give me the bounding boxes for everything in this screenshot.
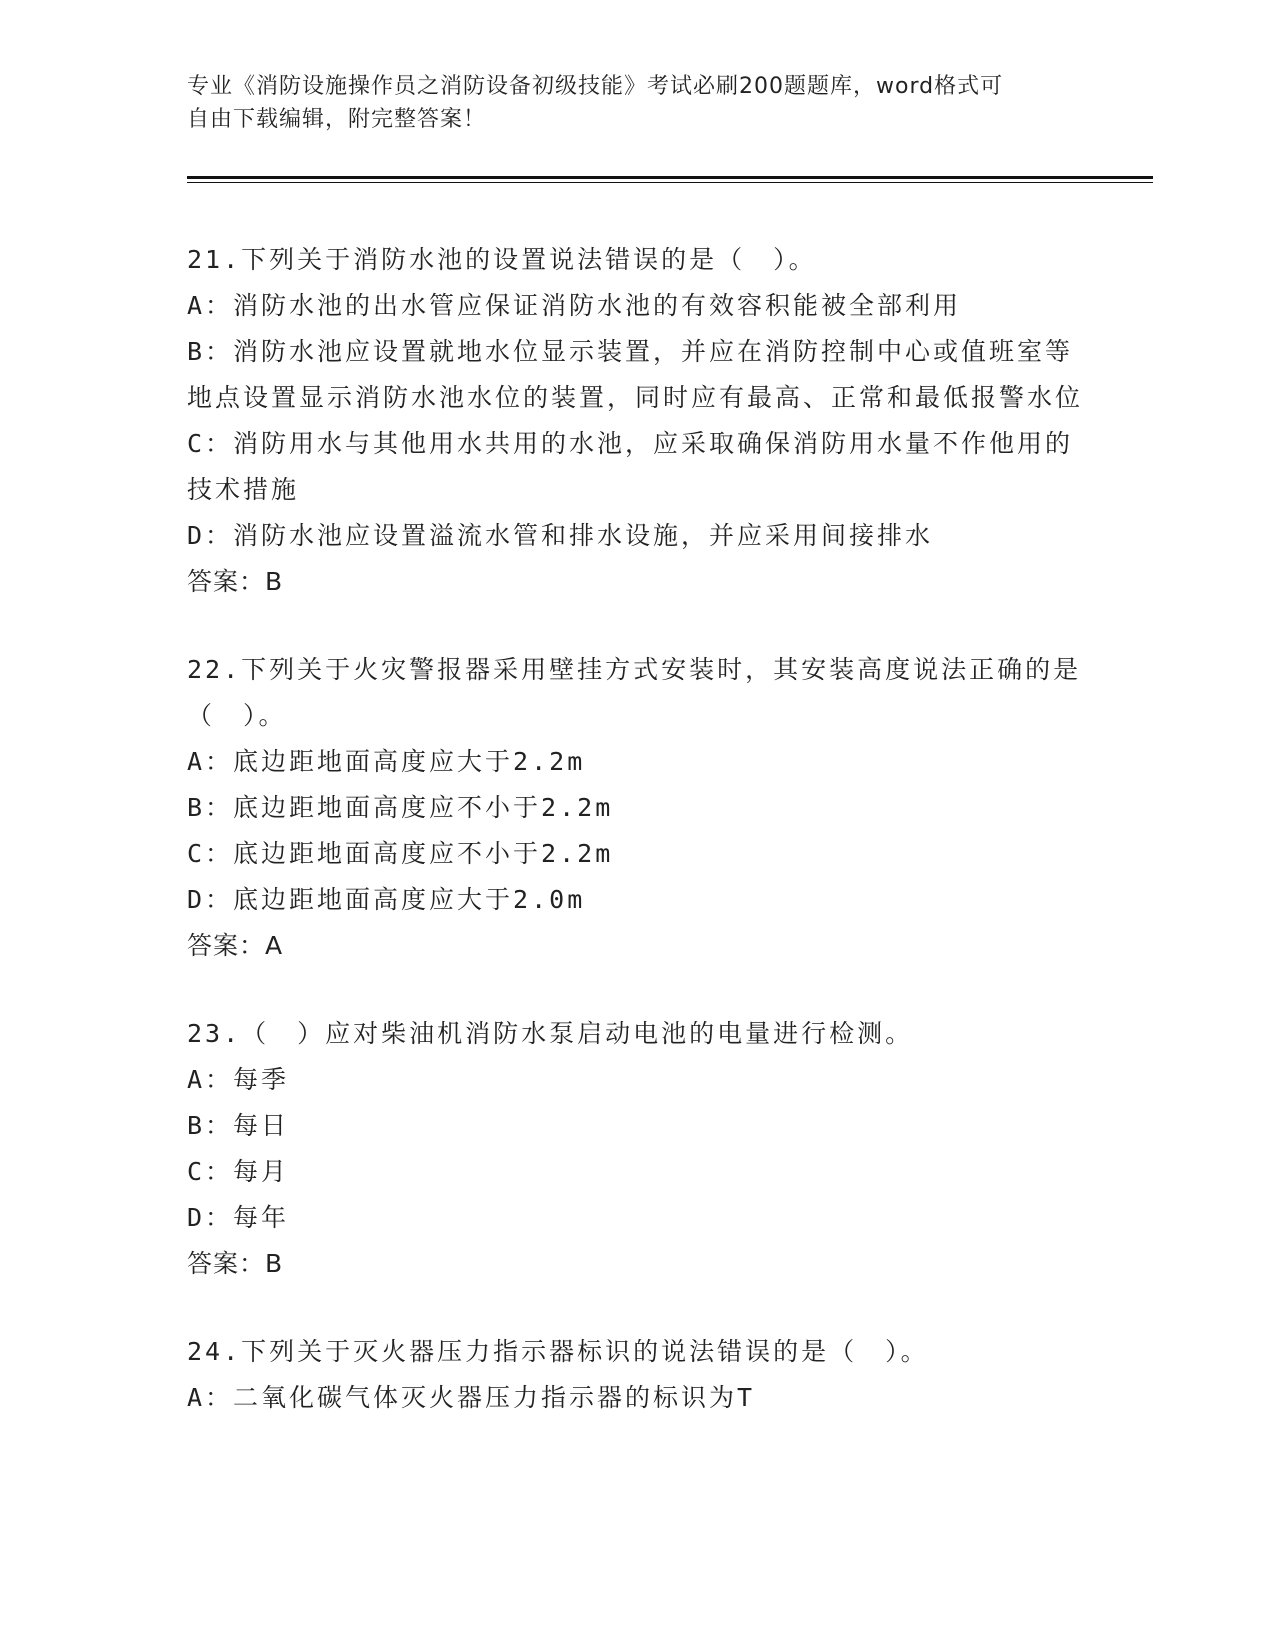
question-22 [187, 647, 1087, 969]
question-stem: 24.下列关于灭火器压力指示器标识的说法错误的是（ ）。 [187, 1337, 929, 1366]
option-d: D：每年 [187, 1203, 290, 1232]
option-c: C：消防用水与其他用水共用的水池，应采取确保消防用水量不作他用的技术措施 [187, 429, 1074, 504]
option-b: B：每日 [187, 1111, 290, 1140]
question-stem: 22.下列关于火灾警报器采用壁挂方式安装时，其安装高度说法正确的是（ ）。 [187, 655, 1082, 730]
question-21 [187, 237, 1087, 605]
answer: 答案：B [187, 567, 284, 596]
question-23 [187, 1011, 1087, 1287]
option-c: C：底边距地面高度应不小于2.2m [187, 839, 614, 868]
option-d: D：消防水池应设置溢流水管和排水设施，并应采用间接排水 [187, 521, 934, 550]
option-a: A：二氧化碳气体灭火器压力指示器的标识为T [187, 1383, 756, 1412]
question-stem: 21.下列关于消防水池的设置说法错误的是（ ）。 [187, 245, 817, 274]
option-a: A：每季 [187, 1065, 290, 1094]
question-24 [187, 1329, 1087, 1421]
option-c: C：每月 [187, 1157, 290, 1186]
option-d: D：底边距地面高度应大于2.0m [187, 885, 586, 914]
question-list [187, 237, 1087, 1463]
answer: 答案：B [187, 1249, 284, 1278]
option-b: B：底边距地面高度应不小于2.2m [187, 793, 614, 822]
header-line-2: 自由下载编辑，附完整答案！ [187, 107, 487, 132]
question-stem: 23.（ ）应对柴油机消防水泵启动电池的电量进行检测。 [187, 1019, 914, 1048]
option-b: B：消防水池应设置就地水位显示装置，并应在消防控制中心或值班室等地点设置显示消防水池水位的装置，同时应有最高、正常和最低报警水位 [187, 337, 1084, 412]
header-line-1: 专业《消防设施操作员之消防设备初级技能》考试必刷200题题库，word格式可 [187, 74, 1004, 99]
header-divider-thick [187, 176, 1153, 179]
header-divider-thin [187, 182, 1153, 183]
answer: 答案：A [187, 931, 284, 960]
document-header [187, 70, 1087, 136]
option-a: A：消防水池的出水管应保证消防水池的有效容积能被全部利用 [187, 291, 962, 320]
option-a: A：底边距地面高度应大于2.2m [187, 747, 586, 776]
